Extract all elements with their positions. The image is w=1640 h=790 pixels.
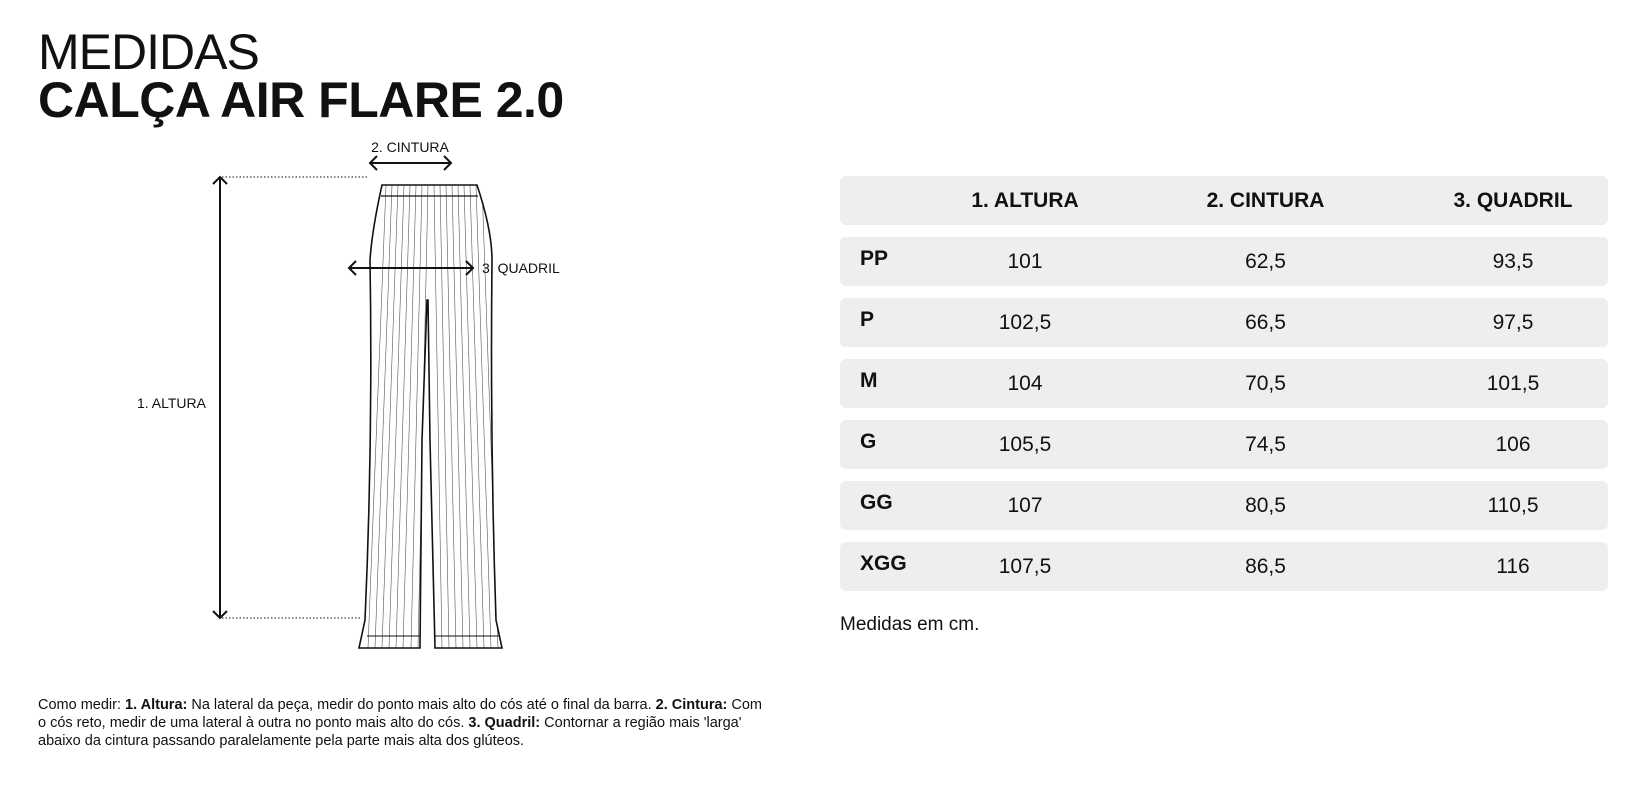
size-cell: GG	[860, 490, 893, 514]
header-cintura: 2. CINTURA	[1206, 188, 1325, 212]
size-cell: G	[860, 429, 877, 453]
instructions-label-cintura: 2. Cintura:	[655, 697, 728, 713]
quadril-cell: 106	[1495, 432, 1531, 456]
units-note: Medidas em cm.	[840, 614, 980, 635]
cintura-cell: 70,5	[1245, 371, 1286, 395]
pants-diagram	[130, 140, 600, 660]
quadril-cell: 101,5	[1486, 371, 1540, 395]
table-row	[840, 420, 1608, 469]
size-cell: M	[860, 368, 878, 392]
cintura-cell: 80,5	[1245, 493, 1286, 517]
altura-cell: 107	[1007, 493, 1043, 517]
cintura-cell: 62,5	[1245, 249, 1286, 273]
height-label: 1. ALTURA	[137, 395, 206, 411]
hip-arrow	[349, 261, 473, 275]
altura-cell: 107,5	[998, 554, 1052, 578]
table-row	[840, 359, 1608, 408]
cintura-cell: 74,5	[1245, 432, 1286, 456]
instructions-text-altura: Na lateral da peça, medir do ponto mais alto do cós até o final da barra.	[187, 697, 656, 713]
altura-cell: 102,5	[998, 310, 1052, 334]
size-cell: PP	[860, 246, 889, 270]
table-row	[840, 542, 1608, 591]
quadril-cell: 97,5	[1492, 310, 1534, 334]
table-header-row	[840, 176, 1608, 225]
instructions-label-quadril: 3. Quadril:	[468, 715, 541, 731]
quadril-cell: 93,5	[1492, 249, 1534, 273]
hip-label: 3. QUADRIL	[482, 260, 560, 276]
table-row	[840, 237, 1608, 286]
table-row	[840, 298, 1608, 347]
quadril-cell: 110,5	[1487, 493, 1539, 517]
measuring-instructions	[38, 696, 768, 750]
instructions-label-altura: 1. Altura:	[125, 697, 188, 713]
height-arrow	[213, 177, 227, 618]
altura-cell: 104	[1007, 371, 1043, 395]
altura-cell: 105,5	[998, 432, 1052, 456]
cintura-cell: 86,5	[1245, 554, 1286, 578]
waist-arrow	[370, 156, 451, 170]
altura-cell: 101	[1007, 249, 1043, 273]
waist-label: 2. CINTURA	[371, 140, 449, 155]
size-cell: XGG	[860, 551, 907, 575]
instructions-intro: Como medir:	[38, 697, 126, 713]
instructions-text-cintura: Com o cós reto, medir de uma lateral à outra no ponto mais alto do cós.	[38, 697, 763, 731]
size-table	[840, 176, 1608, 603]
size-cell: P	[860, 307, 875, 331]
page-title-product: CALÇA AIR FLARE 2.0	[38, 72, 564, 128]
pants-outline	[359, 185, 502, 648]
table-row	[840, 481, 1608, 530]
header-altura: 1. ALTURA	[971, 188, 1079, 212]
instructions-text-quadril: Contornar a região mais 'larga' abaixo da cintura passando paralelamente pela parte mais alta dos glúteos.	[38, 715, 742, 749]
cintura-cell: 66,5	[1245, 310, 1286, 334]
quadril-cell: 116	[1496, 554, 1530, 578]
header-quadril: 3. QUADRIL	[1453, 188, 1573, 212]
page-title-light: MEDIDAS	[38, 24, 259, 80]
